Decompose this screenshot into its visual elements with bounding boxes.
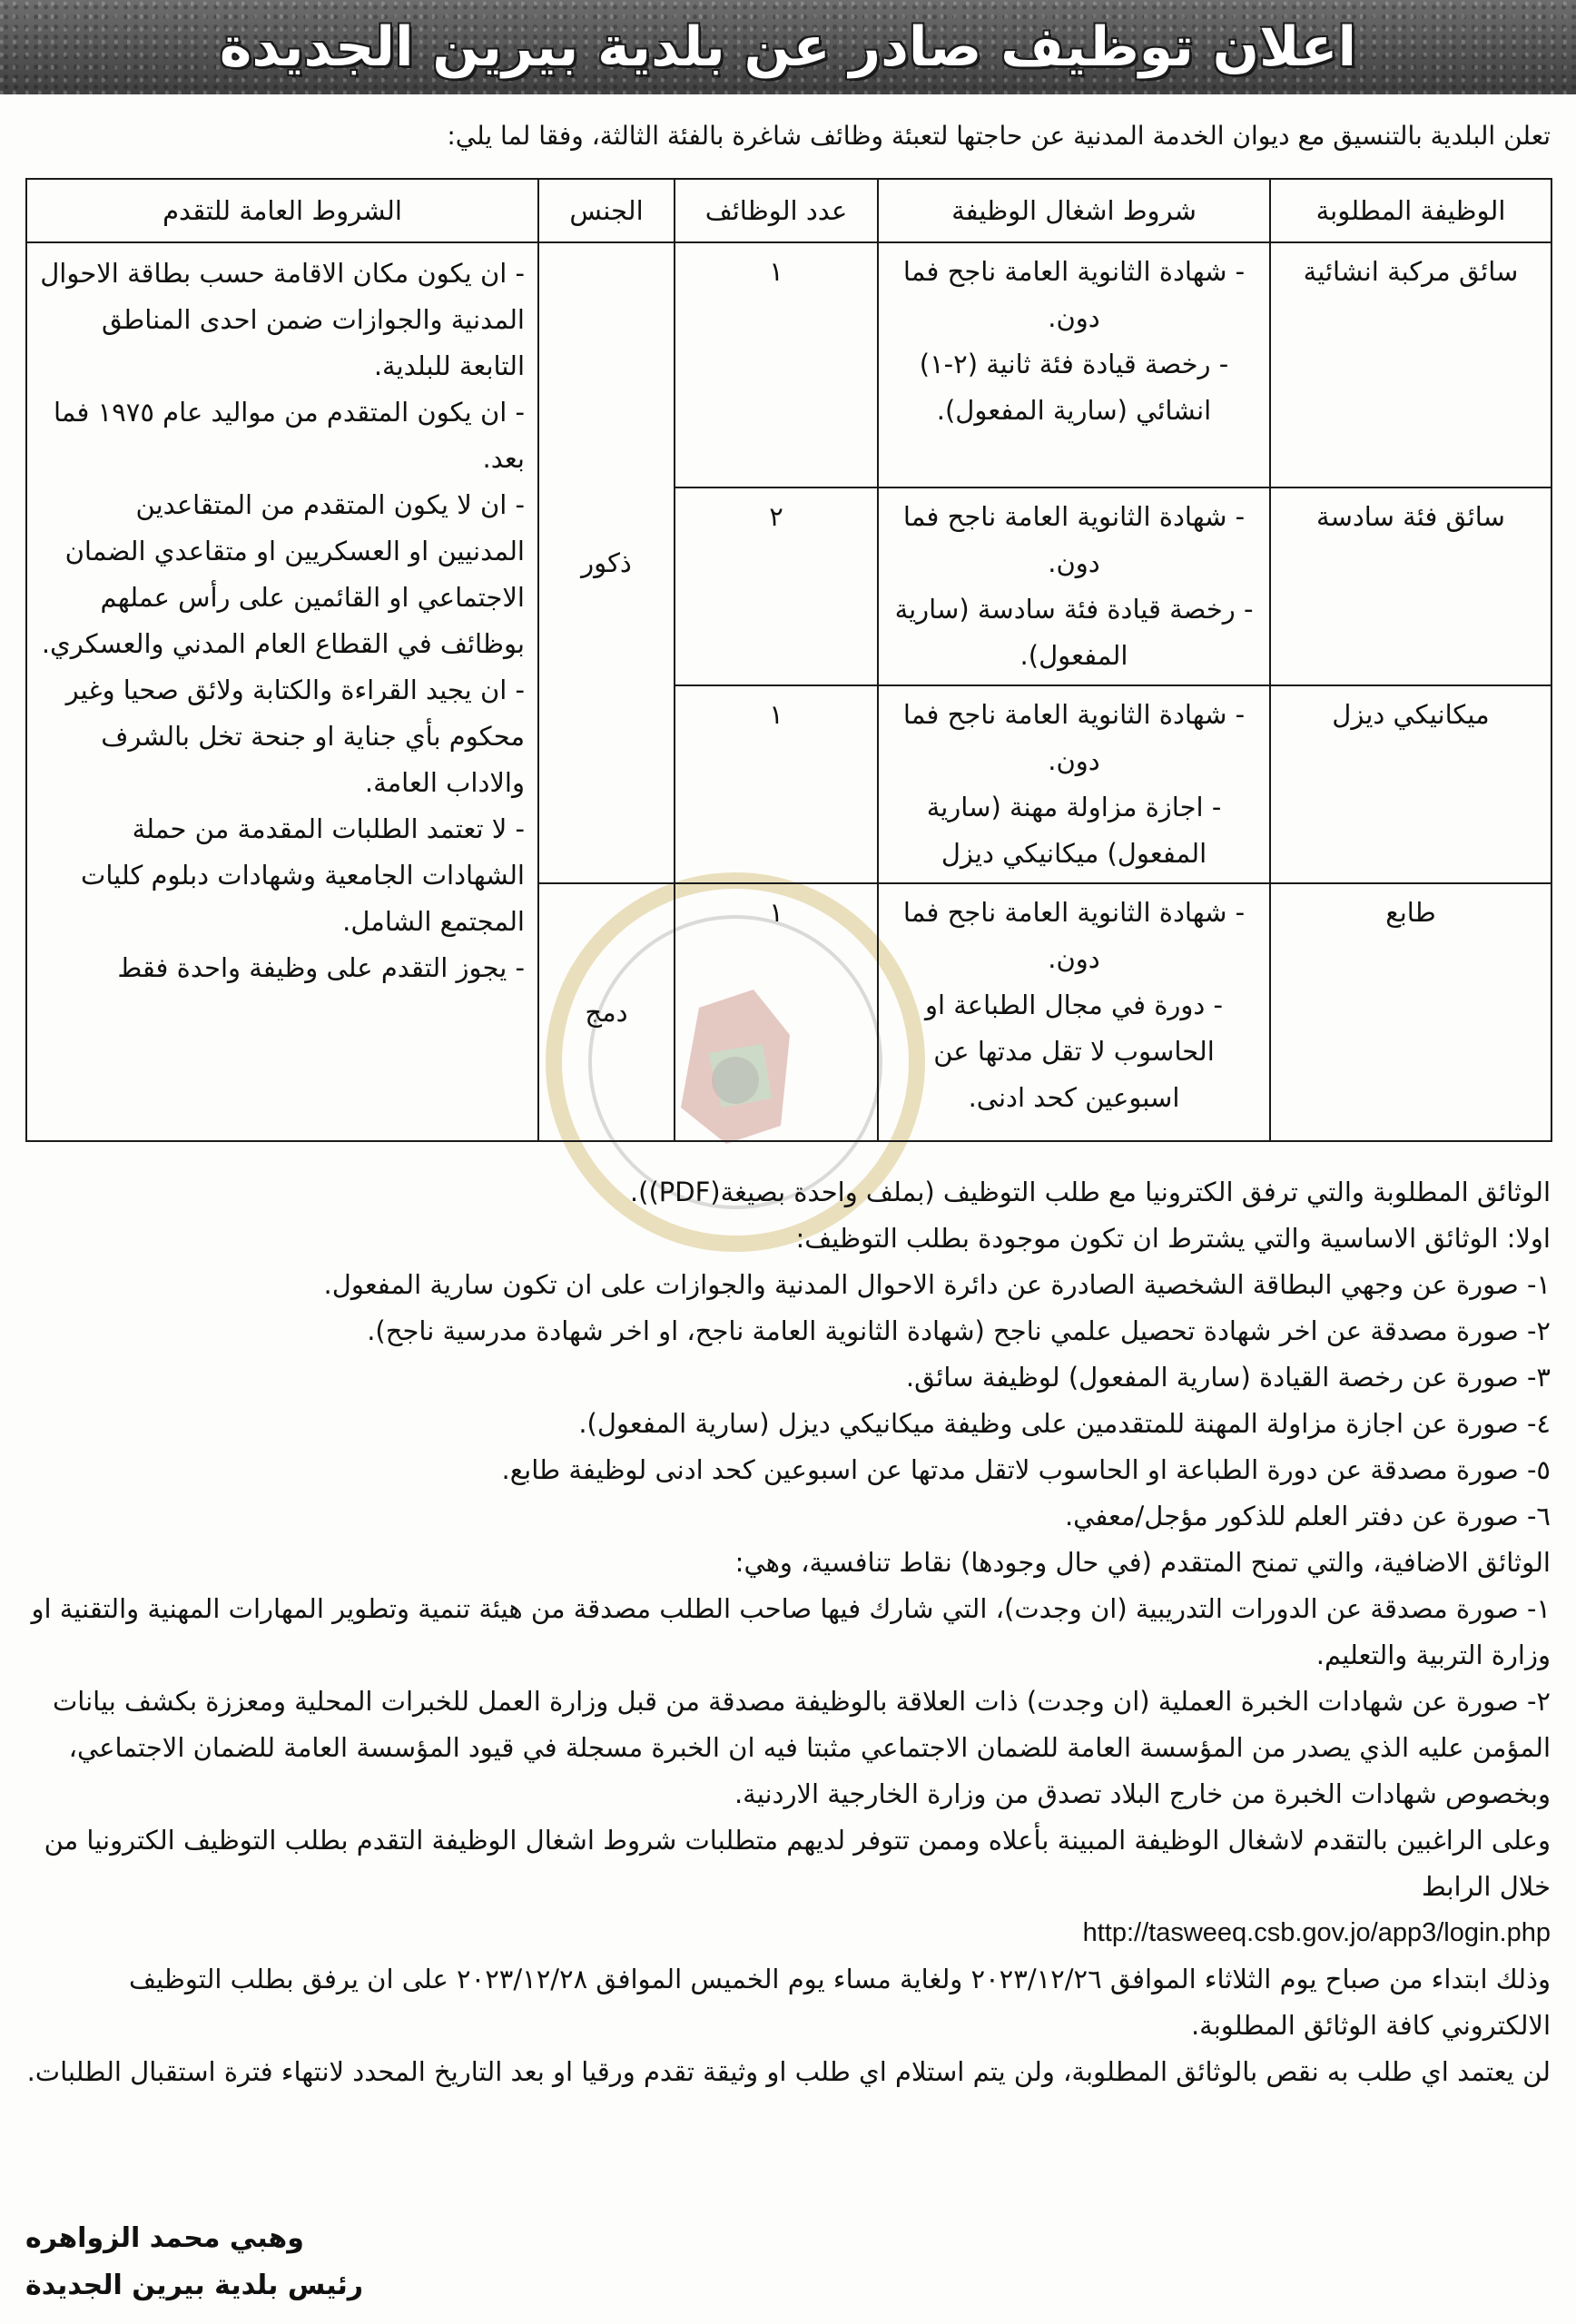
apply-instructions: وعلى الراغبين بالتقدم لاشغال الوظيفة المبينة بأعلاه وممن تتوفر لديهم متطلبات شروط اشغال الوظيفة التقدم بطلب التوظيف الكترونيا من خلال الرابط — [44, 1825, 1551, 1902]
general-conditions-text: - ان يكون مكان الاقامة حسب بطاقة الاحوال المدنية والجوازات ضمن احدى المناطق التابعة للبلدية. - ان يكون المتقدم من مواليد عام ١٩٧٥ فما بعد. - ان لا يكون المتقدم من المتقاعدين المدنيين او العسكريين او متقاعدي الضمان الاجتماعي او القائمين على رأس عملهم بوظائف في القطاع العام المدني والعسكري. - ان يجيد القراءة والكتابة ولائق صحيا وغير محكوم بأي جناية او جنحة تخل بالشرف والاداب العامة. - لا تعتمد الطلبات المقدمة من حملة الشهادات الجامعية وشهادات دبلوم كليات المجتمع الشامل. - يجوز التقدم على وظيفة واحدة فقط — [40, 258, 525, 983]
job-title: ميكانيكي ديزل — [1270, 685, 1551, 883]
job-title: سائق مركبة انشائية — [1270, 242, 1551, 487]
gender-cell: ذكور — [538, 242, 675, 883]
gender-cell: دمج — [538, 883, 675, 1141]
page-title: اعلان توظيف صادر عن بلدية بيرين الجديدة — [219, 15, 1357, 79]
job-conditions-text: - شهادة الثانوية العامة ناجح فما دون. - رخصة قيادة فئة ثانية (٢-١) انشائي (سارية المفعول). — [902, 256, 1246, 426]
job-conditions-text: - شهادة الثانوية العامة ناجح فما دون. - دورة في مجال الطباعة او الحاسوب لا تقل مدتها عن اسبوعين كحد ادنى. — [902, 897, 1246, 1113]
table-header-row — [26, 179, 1551, 242]
job-count: ١ — [675, 883, 878, 1141]
general-conditions — [26, 242, 538, 1141]
notice-text: لن يعتمد اي طلب به نقص بالوثائق المطلوبة، ولن يتم استلام اي طلب او وثيقة تقدم ورقيا او بعد التاريخ المحدد لانتهاء فترة استقبال الطلبات. — [26, 2056, 1551, 2087]
signatory-name: وهبي محمد الزواهره — [25, 2222, 304, 2254]
signatory-title: رئيس بلدية بيرين الجديدة — [25, 2270, 364, 2301]
list-item: ١- صورة عن وجهي البطاقة الشخصية الصادرة عن دائرة الاحوال المدنية والجوازات على ان تكون سارية المفعول. — [323, 1269, 1551, 1300]
header-job: الوظيفة المطلوبة — [1270, 179, 1551, 242]
job-conditions — [878, 685, 1270, 883]
list-item: ١- صورة مصدقة عن الدورات التدريبية (ان وجدت)، التي شارك فيها صاحب الطلب مصدقة من هيئة تنمية وتطوير المهارات المهنية والتقنية او وزارة التربية والتعليم. — [31, 1593, 1551, 1670]
documents-section — [25, 1169, 1551, 2095]
header-gender: الجنس — [538, 179, 675, 242]
basic-docs-title: اولا: الوثائق الاساسية والتي يشترط ان تكون موجودة بطلب التوظيف: — [795, 1223, 1551, 1254]
job-conditions — [878, 242, 1270, 487]
list-item: ٢- صورة عن شهادات الخبرة العملية (ان وجدت) ذات العلاقة بالوظيفة مصدقة من قبل وزارة العمل للخبرات المحلية ومعززة بكشف بيانات المؤمن عليه الذي يصدر من المؤسسة العامة للضمان الاجتماعي مثبتا فيه ان الخبرة مسجلة في قيود المؤسسة العامة للضمان الاجتماعي، وبخصوص شهادات الخبرة من خارج البلاد تصدق من وزارة الخارجية الاردنية. — [52, 1686, 1551, 1809]
list-item: ٦- صورة عن دفتر العلم للذكور مؤجل/معفي. — [1064, 1501, 1551, 1531]
job-conditions — [878, 487, 1270, 685]
intro-text: تعلن البلدية بالتنسيق مع ديوان الخدمة المدنية عن حاجتها لتعبئة وظائف شاغرة بالفئة الثالثة، وفقا لما يلي: — [447, 121, 1551, 151]
application-link[interactable]: http://tasweeq.csb.gov.jo/app3/login.php — [1082, 1918, 1551, 1947]
job-count: ١ — [675, 242, 878, 487]
list-item: ٢- صورة مصدقة عن اخر شهادة تحصيل علمي ناجح (شهادة الثانوية العامة ناجح، او اخر شهادة مدرسية ناجح). — [367, 1315, 1551, 1346]
documents-lead: الوثائق المطلوبة والتي ترفق الكترونيا مع طلب التوظيف (بملف واحدة بصيغة(PDF)). — [629, 1177, 1551, 1207]
job-conditions — [878, 883, 1270, 1141]
header-count: عدد الوظائف — [675, 179, 878, 242]
job-title: طابع — [1270, 883, 1551, 1141]
header-banner — [0, 0, 1576, 94]
job-conditions-text: - شهادة الثانوية العامة ناجح فما دون. - اجازة مزاولة مهنة (سارية المفعول) ميكانيكي ديزل — [902, 699, 1246, 869]
header-general: الشروط العامة للتقدم — [26, 179, 538, 242]
list-item: ٥- صورة مصدقة عن دورة الطباعة او الحاسوب لاتقل مدتها عن اسبوعين كحد ادنى لوظيفة طابع. — [501, 1454, 1551, 1485]
application-dates: وذلك ابتداء من صباح يوم الثلاثاء الموافق ٢٠٢٣/١٢/٢٦ ولغاية مساء يوم الخميس الموافق ٢٠٢٣/١٢/٢٨ على ان يرفق بطلب التوظيف الالكتروني كافة الوثائق المطلوبة. — [128, 1964, 1551, 2041]
list-item: ٣- صورة عن رخصة القيادة (سارية المفعول) لوظيفة سائق. — [905, 1362, 1551, 1393]
table-row — [26, 242, 1551, 487]
jobs-table — [25, 178, 1552, 1142]
job-conditions-text: - شهادة الثانوية العامة ناجح فما دون. - رخصة قيادة فئة سادسة (سارية المفعول). — [894, 501, 1254, 671]
signature-block — [25, 2215, 570, 2309]
job-count: ٢ — [675, 487, 878, 685]
extra-docs-title: الوثائق الاضافية، والتي تمنح المتقدم (في حال وجودها) نقاط تنافسية، وهي: — [734, 1547, 1551, 1578]
list-item: ٤- صورة عن اجازة مزاولة المهنة للمتقدمين على وظيفة ميكانيكي ديزل (سارية المفعول). — [578, 1408, 1551, 1439]
job-count: ١ — [675, 685, 878, 883]
header-conditions: شروط اشغال الوظيفة — [878, 179, 1270, 242]
job-title: سائق فئة سادسة — [1270, 487, 1551, 685]
